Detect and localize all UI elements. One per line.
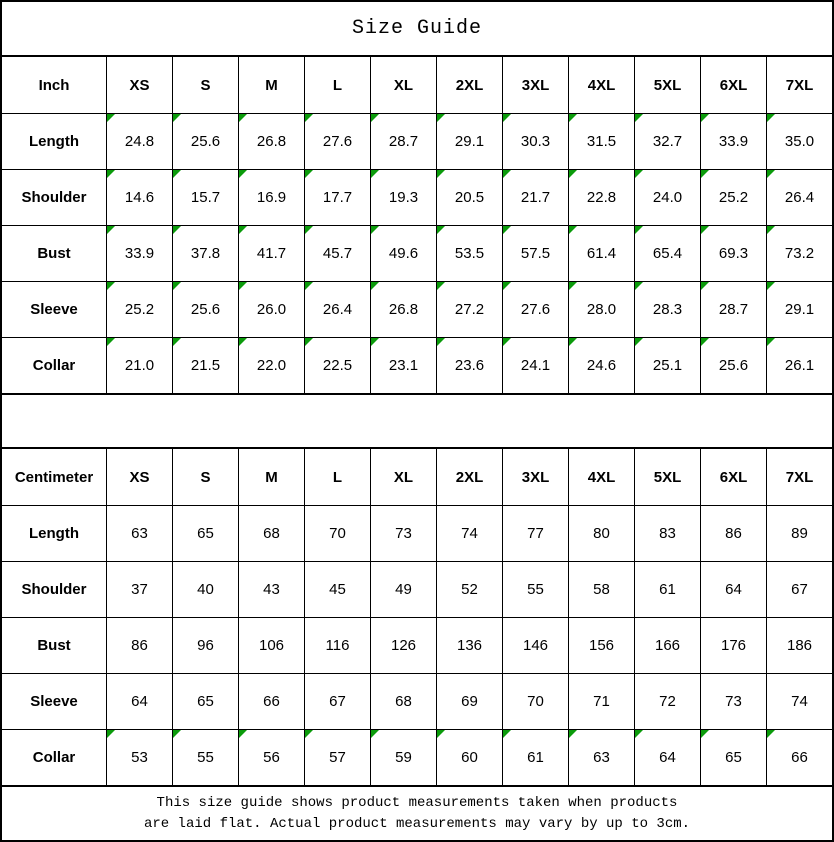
- centimeter-row-collar: [2, 729, 832, 785]
- green-corner-flag-icon: [107, 282, 115, 290]
- green-corner-flag-icon: [173, 170, 181, 178]
- value-cell-inch-collar-xl: 23.1: [370, 338, 436, 393]
- value-cell-inch-bust-m: 41.7: [238, 226, 304, 281]
- value-cell-centimeter-length-3xl: 77: [502, 506, 568, 561]
- green-corner-flag-icon: [569, 170, 577, 178]
- value-cell-centimeter-length-s: 65: [172, 506, 238, 561]
- green-corner-flag-icon: [371, 282, 379, 290]
- value-cell-centimeter-shoulder-7xl: 67: [766, 562, 832, 617]
- row-label-bust: Bust: [37, 637, 71, 654]
- value-cell-centimeter-length-4xl: 80: [568, 506, 634, 561]
- value-cell-centimeter-length-7xl: 89: [766, 506, 832, 561]
- value-cell-inch-length-s: 25.6: [172, 114, 238, 169]
- value-cell-inch-collar-s: 21.5: [172, 338, 238, 393]
- value-cell-inch-sleeve-xl: 26.8: [370, 282, 436, 337]
- green-corner-flag-icon: [635, 114, 643, 122]
- value-cell-inch-bust-l: 45.7: [304, 226, 370, 281]
- size-column-header-l: L: [304, 57, 370, 113]
- value-cell-inch-collar-m: 22.0: [238, 338, 304, 393]
- value-cell-centimeter-bust-m: 106: [238, 618, 304, 673]
- green-corner-flag-icon: [173, 226, 181, 234]
- value-cell-centimeter-bust-4xl: 156: [568, 618, 634, 673]
- size-column-header-s: S: [172, 57, 238, 113]
- green-corner-flag-icon: [239, 338, 247, 346]
- green-corner-flag-icon: [767, 170, 775, 178]
- value-cell-centimeter-bust-6xl: 176: [700, 618, 766, 673]
- green-corner-flag-icon: [569, 114, 577, 122]
- value-cell-inch-sleeve-m: 26.0: [238, 282, 304, 337]
- inch-row-collar: [2, 337, 832, 393]
- green-corner-flag-icon: [437, 226, 445, 234]
- value-cell-inch-sleeve-2xl: 27.2: [436, 282, 502, 337]
- green-corner-flag-icon: [767, 730, 775, 738]
- green-corner-flag-icon: [239, 226, 247, 234]
- green-corner-flag-icon: [635, 730, 643, 738]
- value-cell-inch-length-6xl: 33.9: [700, 114, 766, 169]
- inch-size-table: [2, 57, 832, 393]
- value-cell-inch-sleeve-xs: 25.2: [106, 282, 172, 337]
- value-cell-centimeter-shoulder-xl: 49: [370, 562, 436, 617]
- value-cell-inch-shoulder-6xl: 25.2: [700, 170, 766, 225]
- size-column-header-m: M: [238, 57, 304, 113]
- size-column-header-3xl: 3XL: [502, 57, 568, 113]
- size-column-header-s: S: [172, 449, 238, 505]
- green-corner-flag-icon: [173, 338, 181, 346]
- value-cell-inch-sleeve-4xl: 28.0: [568, 282, 634, 337]
- row-label-shoulder: Shoulder: [21, 189, 87, 206]
- value-cell-inch-length-l: 27.6: [304, 114, 370, 169]
- green-corner-flag-icon: [767, 338, 775, 346]
- value-cell-inch-collar-5xl: 25.1: [634, 338, 700, 393]
- value-cell-inch-shoulder-l: 17.7: [304, 170, 370, 225]
- value-cell-inch-bust-s: 37.8: [172, 226, 238, 281]
- value-cell-centimeter-collar-4xl: 63: [568, 730, 634, 785]
- value-cell-centimeter-collar-xs: 53: [106, 730, 172, 785]
- value-cell-inch-shoulder-xs: 14.6: [106, 170, 172, 225]
- value-cell-centimeter-shoulder-l: 45: [304, 562, 370, 617]
- centimeter-unit-label: Centimeter: [14, 468, 94, 486]
- green-corner-flag-icon: [173, 282, 181, 290]
- value-cell-inch-collar-3xl: 24.1: [502, 338, 568, 393]
- green-corner-flag-icon: [437, 282, 445, 290]
- value-cell-centimeter-sleeve-6xl: 73: [700, 674, 766, 729]
- value-cell-inch-bust-xs: 33.9: [106, 226, 172, 281]
- value-cell-inch-bust-7xl: 73.2: [766, 226, 832, 281]
- centimeter-row-shoulder: [2, 561, 832, 617]
- inch-row-sleeve: [2, 281, 832, 337]
- green-corner-flag-icon: [371, 226, 379, 234]
- value-cell-inch-length-xs: 24.8: [106, 114, 172, 169]
- green-corner-flag-icon: [305, 114, 313, 122]
- value-cell-inch-length-m: 26.8: [238, 114, 304, 169]
- green-corner-flag-icon: [701, 170, 709, 178]
- value-cell-centimeter-length-xl: 73: [370, 506, 436, 561]
- value-cell-centimeter-collar-3xl: 61: [502, 730, 568, 785]
- row-label-sleeve: Sleeve: [30, 693, 78, 710]
- inch-row-bust: [2, 225, 832, 281]
- green-corner-flag-icon: [239, 282, 247, 290]
- size-column-header-4xl: 4XL: [568, 449, 634, 505]
- green-corner-flag-icon: [305, 282, 313, 290]
- value-cell-centimeter-sleeve-5xl: 72: [634, 674, 700, 729]
- green-corner-flag-icon: [503, 114, 511, 122]
- value-cell-centimeter-sleeve-2xl: 69: [436, 674, 502, 729]
- green-corner-flag-icon: [173, 114, 181, 122]
- green-corner-flag-icon: [503, 170, 511, 178]
- green-corner-flag-icon: [635, 226, 643, 234]
- size-column-header-xl: XL: [370, 449, 436, 505]
- value-cell-centimeter-bust-2xl: 136: [436, 618, 502, 673]
- value-cell-inch-bust-3xl: 57.5: [502, 226, 568, 281]
- value-cell-inch-length-xl: 28.7: [370, 114, 436, 169]
- green-corner-flag-icon: [371, 114, 379, 122]
- inch-row-shoulder: [2, 169, 832, 225]
- green-corner-flag-icon: [569, 730, 577, 738]
- green-corner-flag-icon: [701, 226, 709, 234]
- size-column-header-m: M: [238, 449, 304, 505]
- value-cell-centimeter-length-5xl: 83: [634, 506, 700, 561]
- value-cell-centimeter-shoulder-2xl: 52: [436, 562, 502, 617]
- green-corner-flag-icon: [569, 282, 577, 290]
- value-cell-inch-sleeve-l: 26.4: [304, 282, 370, 337]
- row-label-collar: Collar: [32, 357, 76, 374]
- value-cell-centimeter-length-xs: 63: [106, 506, 172, 561]
- size-column-header-l: L: [304, 449, 370, 505]
- centimeter-row-length: [2, 505, 832, 561]
- value-cell-centimeter-collar-6xl: 65: [700, 730, 766, 785]
- row-label-shoulder: Shoulder: [21, 581, 87, 598]
- green-corner-flag-icon: [701, 730, 709, 738]
- value-cell-inch-bust-6xl: 69.3: [700, 226, 766, 281]
- page-title: Size Guide: [2, 2, 832, 57]
- green-corner-flag-icon: [767, 226, 775, 234]
- green-corner-flag-icon: [437, 114, 445, 122]
- row-label-length: Length: [29, 133, 79, 150]
- value-cell-centimeter-collar-5xl: 64: [634, 730, 700, 785]
- size-column-header-7xl: 7XL: [766, 449, 832, 505]
- green-corner-flag-icon: [767, 114, 775, 122]
- value-cell-inch-sleeve-s: 25.6: [172, 282, 238, 337]
- green-corner-flag-icon: [503, 282, 511, 290]
- green-corner-flag-icon: [371, 170, 379, 178]
- size-column-header-5xl: 5XL: [634, 57, 700, 113]
- value-cell-centimeter-length-l: 70: [304, 506, 370, 561]
- green-corner-flag-icon: [701, 282, 709, 290]
- size-column-header-xs: XS: [106, 449, 172, 505]
- value-cell-centimeter-shoulder-6xl: 64: [700, 562, 766, 617]
- green-corner-flag-icon: [503, 730, 511, 738]
- value-cell-centimeter-bust-7xl: 186: [766, 618, 832, 673]
- centimeter-row-sleeve: [2, 673, 832, 729]
- value-cell-inch-sleeve-3xl: 27.6: [502, 282, 568, 337]
- green-corner-flag-icon: [701, 338, 709, 346]
- size-column-header-xl: XL: [370, 57, 436, 113]
- value-cell-centimeter-sleeve-s: 65: [172, 674, 238, 729]
- value-cell-inch-collar-xs: 21.0: [106, 338, 172, 393]
- value-cell-centimeter-bust-xl: 126: [370, 618, 436, 673]
- green-corner-flag-icon: [239, 170, 247, 178]
- size-column-header-7xl: 7XL: [766, 57, 832, 113]
- value-cell-centimeter-collar-l: 57: [304, 730, 370, 785]
- value-cell-inch-collar-2xl: 23.6: [436, 338, 502, 393]
- size-column-header-3xl: 3XL: [502, 449, 568, 505]
- inch-row-length: [2, 113, 832, 169]
- value-cell-centimeter-shoulder-s: 40: [172, 562, 238, 617]
- row-label-collar: Collar: [32, 749, 76, 766]
- value-cell-centimeter-shoulder-4xl: 58: [568, 562, 634, 617]
- value-cell-centimeter-bust-5xl: 166: [634, 618, 700, 673]
- centimeter-size-table: [2, 449, 832, 785]
- value-cell-centimeter-collar-s: 55: [172, 730, 238, 785]
- value-cell-inch-shoulder-s: 15.7: [172, 170, 238, 225]
- value-cell-centimeter-sleeve-4xl: 71: [568, 674, 634, 729]
- size-column-header-5xl: 5XL: [634, 449, 700, 505]
- value-cell-inch-shoulder-2xl: 20.5: [436, 170, 502, 225]
- value-cell-inch-length-4xl: 31.5: [568, 114, 634, 169]
- value-cell-inch-shoulder-3xl: 21.7: [502, 170, 568, 225]
- value-cell-centimeter-bust-l: 116: [304, 618, 370, 673]
- green-corner-flag-icon: [305, 338, 313, 346]
- size-column-header-2xl: 2XL: [436, 449, 502, 505]
- green-corner-flag-icon: [173, 730, 181, 738]
- inch-header-row: [2, 57, 832, 113]
- value-cell-centimeter-sleeve-3xl: 70: [502, 674, 568, 729]
- value-cell-centimeter-shoulder-xs: 37: [106, 562, 172, 617]
- row-label-length: Length: [29, 525, 79, 542]
- value-cell-centimeter-shoulder-5xl: 61: [634, 562, 700, 617]
- value-cell-centimeter-sleeve-xs: 64: [106, 674, 172, 729]
- green-corner-flag-icon: [305, 226, 313, 234]
- green-corner-flag-icon: [437, 170, 445, 178]
- row-label-sleeve: Sleeve: [30, 301, 78, 318]
- value-cell-centimeter-collar-xl: 59: [370, 730, 436, 785]
- green-corner-flag-icon: [635, 338, 643, 346]
- value-cell-centimeter-sleeve-7xl: 74: [766, 674, 832, 729]
- green-corner-flag-icon: [371, 730, 379, 738]
- value-cell-inch-collar-6xl: 25.6: [700, 338, 766, 393]
- value-cell-centimeter-shoulder-m: 43: [238, 562, 304, 617]
- green-corner-flag-icon: [701, 114, 709, 122]
- value-cell-inch-length-7xl: 35.0: [766, 114, 832, 169]
- value-cell-centimeter-length-m: 68: [238, 506, 304, 561]
- disclaimer-line-1: This size guide shows product measurements taken when products: [156, 795, 678, 812]
- value-cell-centimeter-shoulder-3xl: 55: [502, 562, 568, 617]
- value-cell-centimeter-bust-3xl: 146: [502, 618, 568, 673]
- value-cell-centimeter-sleeve-l: 67: [304, 674, 370, 729]
- size-column-header-6xl: 6XL: [700, 57, 766, 113]
- value-cell-inch-shoulder-5xl: 24.0: [634, 170, 700, 225]
- centimeter-row-bust: [2, 617, 832, 673]
- value-cell-inch-bust-xl: 49.6: [370, 226, 436, 281]
- green-corner-flag-icon: [503, 338, 511, 346]
- value-cell-centimeter-collar-7xl: 66: [766, 730, 832, 785]
- value-cell-inch-bust-4xl: 61.4: [568, 226, 634, 281]
- value-cell-inch-collar-l: 22.5: [304, 338, 370, 393]
- green-corner-flag-icon: [767, 282, 775, 290]
- green-corner-flag-icon: [437, 730, 445, 738]
- green-corner-flag-icon: [107, 170, 115, 178]
- disclaimer-line-2: are laid flat. Actual product measurements may vary by up to 3cm.: [143, 815, 691, 832]
- row-label-bust: Bust: [37, 245, 71, 262]
- value-cell-inch-shoulder-4xl: 22.8: [568, 170, 634, 225]
- green-corner-flag-icon: [239, 730, 247, 738]
- green-corner-flag-icon: [569, 226, 577, 234]
- green-corner-flag-icon: [239, 114, 247, 122]
- value-cell-inch-length-2xl: 29.1: [436, 114, 502, 169]
- value-cell-inch-bust-2xl: 53.5: [436, 226, 502, 281]
- green-corner-flag-icon: [107, 114, 115, 122]
- value-cell-centimeter-bust-s: 96: [172, 618, 238, 673]
- value-cell-centimeter-collar-2xl: 60: [436, 730, 502, 785]
- value-cell-inch-bust-5xl: 65.4: [634, 226, 700, 281]
- value-cell-inch-shoulder-m: 16.9: [238, 170, 304, 225]
- green-corner-flag-icon: [503, 226, 511, 234]
- green-corner-flag-icon: [635, 282, 643, 290]
- size-column-header-4xl: 4XL: [568, 57, 634, 113]
- value-cell-inch-collar-7xl: 26.1: [766, 338, 832, 393]
- value-cell-centimeter-sleeve-m: 66: [238, 674, 304, 729]
- green-corner-flag-icon: [371, 338, 379, 346]
- value-cell-inch-length-3xl: 30.3: [502, 114, 568, 169]
- centimeter-header-row: [2, 449, 832, 505]
- green-corner-flag-icon: [437, 338, 445, 346]
- value-cell-inch-collar-4xl: 24.6: [568, 338, 634, 393]
- size-column-header-2xl: 2XL: [436, 57, 502, 113]
- green-corner-flag-icon: [305, 730, 313, 738]
- measurement-disclaimer: [2, 785, 832, 840]
- green-corner-flag-icon: [635, 170, 643, 178]
- green-corner-flag-icon: [107, 338, 115, 346]
- value-cell-centimeter-length-2xl: 74: [436, 506, 502, 561]
- green-corner-flag-icon: [107, 226, 115, 234]
- section-spacer: [2, 393, 832, 449]
- size-column-header-xs: XS: [106, 57, 172, 113]
- value-cell-inch-sleeve-7xl: 29.1: [766, 282, 832, 337]
- green-corner-flag-icon: [569, 338, 577, 346]
- value-cell-inch-sleeve-6xl: 28.7: [700, 282, 766, 337]
- value-cell-inch-sleeve-5xl: 28.3: [634, 282, 700, 337]
- value-cell-centimeter-collar-m: 56: [238, 730, 304, 785]
- value-cell-inch-shoulder-xl: 19.3: [370, 170, 436, 225]
- value-cell-centimeter-sleeve-xl: 68: [370, 674, 436, 729]
- value-cell-centimeter-length-6xl: 86: [700, 506, 766, 561]
- value-cell-inch-shoulder-7xl: 26.4: [766, 170, 832, 225]
- green-corner-flag-icon: [107, 730, 115, 738]
- value-cell-centimeter-bust-xs: 86: [106, 618, 172, 673]
- size-column-header-6xl: 6XL: [700, 449, 766, 505]
- inch-unit-label: Inch: [38, 76, 70, 94]
- value-cell-inch-length-5xl: 32.7: [634, 114, 700, 169]
- green-corner-flag-icon: [305, 170, 313, 178]
